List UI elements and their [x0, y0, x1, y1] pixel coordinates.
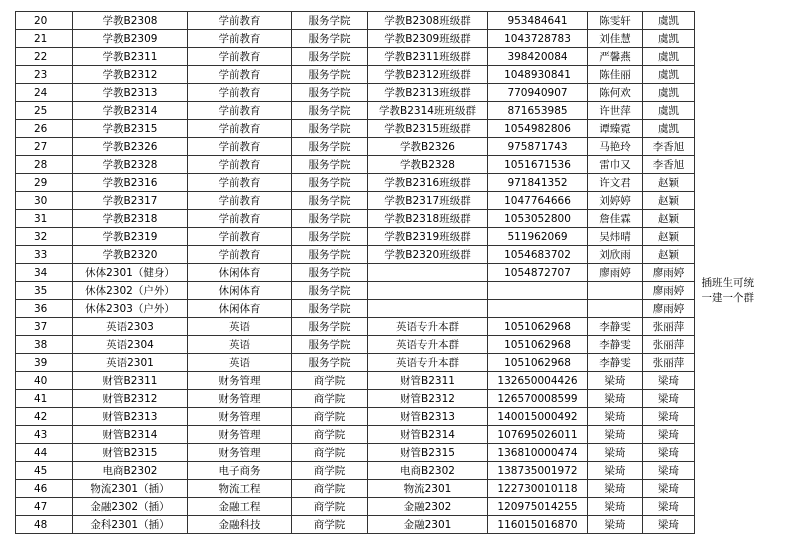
cell-major: 学前教育	[188, 48, 292, 66]
empty-cell	[695, 390, 761, 408]
table-row	[16, 336, 761, 354]
cell-college: 服务学院	[292, 174, 368, 192]
cell-contact-student: 詹佳霖	[588, 210, 643, 228]
cell-row-number: 31	[16, 210, 73, 228]
cell-major: 财务管理	[188, 372, 292, 390]
cell-class-name: 学教B2318	[73, 210, 188, 228]
table-row	[16, 246, 761, 264]
cell-contact-student: 刘婷婷	[588, 192, 643, 210]
cell-contact-student: 马艳玲	[588, 138, 643, 156]
cell-college: 服务学院	[292, 282, 368, 300]
empty-cell	[695, 336, 761, 354]
cell-row-number: 29	[16, 174, 73, 192]
cell-group-name: 物流2301	[368, 480, 488, 498]
cell-major: 财务管理	[188, 426, 292, 444]
cell-class-name: 金科2301（插）	[73, 516, 188, 534]
cell-major: 学前教育	[188, 102, 292, 120]
cell-row-number: 44	[16, 444, 73, 462]
cell-row-number: 30	[16, 192, 73, 210]
empty-cell	[695, 372, 761, 390]
cell-college: 服务学院	[292, 192, 368, 210]
cell-college: 商学院	[292, 426, 368, 444]
cell-class-name: 学教B2312	[73, 66, 188, 84]
cell-college: 服务学院	[292, 300, 368, 318]
cell-major: 电子商务	[188, 462, 292, 480]
cell-group-name: 财管B2313	[368, 408, 488, 426]
cell-class-name: 英语2303	[73, 318, 188, 336]
cell-teacher: 张丽萍	[643, 318, 695, 336]
table-row	[16, 120, 761, 138]
cell-class-name: 学教B2320	[73, 246, 188, 264]
cell-class-name: 金融2302（插）	[73, 498, 188, 516]
cell-class-name: 物流2301（插）	[73, 480, 188, 498]
cell-contact-student: 梁琦	[588, 372, 643, 390]
cell-group-name: 学教B2326	[368, 138, 488, 156]
table-row	[16, 264, 761, 282]
cell-college: 商学院	[292, 390, 368, 408]
cell-class-name: 学教B2313	[73, 84, 188, 102]
cell-row-number: 48	[16, 516, 73, 534]
cell-group-name: 财管B2311	[368, 372, 488, 390]
cell-contact-student: 梁琦	[588, 462, 643, 480]
cell-row-number: 28	[16, 156, 73, 174]
cell-major: 金融工程	[188, 498, 292, 516]
cell-group-name: 学教B2315班级群	[368, 120, 488, 138]
table-row	[16, 66, 761, 84]
cell-college: 商学院	[292, 498, 368, 516]
cell-group-number: 1047764666	[488, 192, 588, 210]
cell-contact-student: 刘佳慧	[588, 30, 643, 48]
empty-cell	[695, 174, 761, 192]
cell-group-name: 学教B2320班级群	[368, 246, 488, 264]
cell-group-name: 学教B2328	[368, 156, 488, 174]
cell-teacher: 梁琦	[643, 426, 695, 444]
cell-group-name: 学教B2317班级群	[368, 192, 488, 210]
cell-group-name: 财管B2315	[368, 444, 488, 462]
cell-college: 服务学院	[292, 264, 368, 282]
empty-cell	[695, 156, 761, 174]
cell-group-number	[488, 300, 588, 318]
cell-major: 学前教育	[188, 12, 292, 30]
empty-cell	[695, 102, 761, 120]
empty-cell	[695, 444, 761, 462]
cell-major: 休闲体育	[188, 282, 292, 300]
cell-group-number: 138735001972	[488, 462, 588, 480]
cell-class-name: 休体2301（健身）	[73, 264, 188, 282]
cell-row-number: 25	[16, 102, 73, 120]
table-row	[16, 390, 761, 408]
cell-college: 服务学院	[292, 30, 368, 48]
cell-contact-student: 许世萍	[588, 102, 643, 120]
table-row	[16, 84, 761, 102]
cell-major: 学前教育	[188, 192, 292, 210]
table-row	[16, 480, 761, 498]
cell-contact-student: 李静雯	[588, 354, 643, 372]
empty-cell	[695, 426, 761, 444]
table-row	[16, 138, 761, 156]
cell-row-number: 47	[16, 498, 73, 516]
cell-group-name: 学教B2308班级群	[368, 12, 488, 30]
cell-college: 服务学院	[292, 138, 368, 156]
cell-contact-student: 陈雯轩	[588, 12, 643, 30]
cell-college: 服务学院	[292, 336, 368, 354]
cell-college: 服务学院	[292, 210, 368, 228]
cell-major: 学前教育	[188, 156, 292, 174]
cell-class-name: 学教B2316	[73, 174, 188, 192]
cell-teacher: 梁琦	[643, 498, 695, 516]
cell-teacher: 梁琦	[643, 462, 695, 480]
cell-group-number: 1051671536	[488, 156, 588, 174]
cell-contact-student: 梁琦	[588, 426, 643, 444]
table-body	[16, 12, 761, 534]
cell-class-name: 学教B2309	[73, 30, 188, 48]
cell-group-name: 英语专升本群	[368, 336, 488, 354]
empty-cell	[695, 30, 761, 48]
cell-class-name: 财管B2315	[73, 444, 188, 462]
cell-class-name: 英语2304	[73, 336, 188, 354]
cell-class-name: 学教B2317	[73, 192, 188, 210]
cell-teacher: 张丽萍	[643, 354, 695, 372]
cell-college: 商学院	[292, 462, 368, 480]
cell-group-name: 英语专升本群	[368, 318, 488, 336]
cell-teacher: 梁琦	[643, 390, 695, 408]
cell-college: 商学院	[292, 516, 368, 534]
table-row	[16, 516, 761, 534]
table-row	[16, 174, 761, 192]
cell-group-number: 1048930841	[488, 66, 588, 84]
cell-class-name: 学教B2311	[73, 48, 188, 66]
empty-cell	[695, 120, 761, 138]
cell-group-number: 1051062968	[488, 318, 588, 336]
cell-major: 学前教育	[188, 30, 292, 48]
cell-major: 财务管理	[188, 444, 292, 462]
cell-major: 英语	[188, 354, 292, 372]
cell-class-name: 学教B2315	[73, 120, 188, 138]
class-group-table	[15, 11, 761, 534]
cell-group-name: 学教B2309班级群	[368, 30, 488, 48]
cell-row-number: 45	[16, 462, 73, 480]
cell-teacher: 梁琦	[643, 408, 695, 426]
cell-row-number: 35	[16, 282, 73, 300]
cell-group-number: 1054982806	[488, 120, 588, 138]
cell-teacher: 梁琦	[643, 372, 695, 390]
cell-teacher: 虞凯	[643, 102, 695, 120]
cell-teacher: 虞凯	[643, 48, 695, 66]
cell-teacher: 虞凯	[643, 120, 695, 138]
empty-cell	[695, 12, 761, 30]
cell-group-name: 金融2301	[368, 516, 488, 534]
cell-group-name: 学教B2313班级群	[368, 84, 488, 102]
cell-college: 服务学院	[292, 12, 368, 30]
cell-class-name: 电商B2302	[73, 462, 188, 480]
cell-group-number: 107695026011	[488, 426, 588, 444]
table-row	[16, 372, 761, 390]
cell-college: 服务学院	[292, 102, 368, 120]
cell-teacher: 廖雨婷	[643, 264, 695, 282]
cell-class-name: 休体2303（户外）	[73, 300, 188, 318]
cell-contact-student: 梁琦	[588, 516, 643, 534]
cell-teacher: 廖雨婷	[643, 282, 695, 300]
cell-class-name: 学教B2326	[73, 138, 188, 156]
cell-contact-student: 陈佳丽	[588, 66, 643, 84]
cell-group-number: 136810000474	[488, 444, 588, 462]
cell-group-number: 953484641	[488, 12, 588, 30]
cell-teacher: 虞凯	[643, 30, 695, 48]
table-row	[16, 282, 761, 300]
cell-teacher: 廖雨婷	[643, 300, 695, 318]
cell-row-number: 32	[16, 228, 73, 246]
cell-major: 学前教育	[188, 84, 292, 102]
empty-cell	[695, 210, 761, 228]
cell-class-name: 学教B2319	[73, 228, 188, 246]
cell-contact-student: 梁琦	[588, 498, 643, 516]
empty-cell	[695, 480, 761, 498]
cell-row-number: 20	[16, 12, 73, 30]
table-row	[16, 228, 761, 246]
cell-teacher: 李香旭	[643, 138, 695, 156]
cell-group-number: 1051062968	[488, 336, 588, 354]
cell-row-number: 36	[16, 300, 73, 318]
cell-major: 学前教育	[188, 228, 292, 246]
cell-teacher: 李香旭	[643, 156, 695, 174]
cell-college: 服务学院	[292, 354, 368, 372]
cell-group-number: 132650004426	[488, 372, 588, 390]
cell-college: 服务学院	[292, 84, 368, 102]
cell-group-number: 511962069	[488, 228, 588, 246]
cell-group-number	[488, 282, 588, 300]
cell-group-number: 971841352	[488, 174, 588, 192]
cell-college: 商学院	[292, 372, 368, 390]
cell-class-name: 学教B2308	[73, 12, 188, 30]
cell-teacher: 张丽萍	[643, 336, 695, 354]
cell-major: 物流工程	[188, 480, 292, 498]
cell-group-name: 学教B2316班级群	[368, 174, 488, 192]
cell-major: 英语	[188, 318, 292, 336]
cell-contact-student	[588, 300, 643, 318]
table-row	[16, 498, 761, 516]
cell-group-name: 电商B2302	[368, 462, 488, 480]
cell-contact-student: 陈何欢	[588, 84, 643, 102]
cell-group-name: 财管B2312	[368, 390, 488, 408]
cell-group-name: 学教B2314班班级群	[368, 102, 488, 120]
cell-group-name: 学教B2319班级群	[368, 228, 488, 246]
cell-major: 休闲体育	[188, 264, 292, 282]
cell-college: 商学院	[292, 480, 368, 498]
cell-group-number: 120975014255	[488, 498, 588, 516]
cell-major: 财务管理	[188, 390, 292, 408]
cell-group-name: 学教B2312班级群	[368, 66, 488, 84]
cell-group-number: 1054872707	[488, 264, 588, 282]
cell-row-number: 33	[16, 246, 73, 264]
cell-major: 学前教育	[188, 120, 292, 138]
cell-class-name: 学教B2328	[73, 156, 188, 174]
cell-group-name: 学教B2318班级群	[368, 210, 488, 228]
cell-teacher: 梁琦	[643, 516, 695, 534]
cell-class-name: 财管B2311	[73, 372, 188, 390]
cell-contact-student: 吴炜晴	[588, 228, 643, 246]
cell-college: 服务学院	[292, 246, 368, 264]
cell-row-number: 40	[16, 372, 73, 390]
cell-teacher: 赵颖	[643, 192, 695, 210]
cell-group-number: 116015016870	[488, 516, 588, 534]
cell-college: 服务学院	[292, 318, 368, 336]
empty-cell	[695, 48, 761, 66]
cell-major: 学前教育	[188, 246, 292, 264]
empty-cell	[695, 138, 761, 156]
table-row	[16, 426, 761, 444]
cell-row-number: 34	[16, 264, 73, 282]
cell-contact-student: 刘欣雨	[588, 246, 643, 264]
empty-cell	[695, 84, 761, 102]
cell-college: 服务学院	[292, 228, 368, 246]
cell-teacher: 梁琦	[643, 444, 695, 462]
table-row	[16, 12, 761, 30]
cell-contact-student: 李静雯	[588, 318, 643, 336]
cell-college: 服务学院	[292, 120, 368, 138]
insert-student-note: 插班生可统一建一个群	[701, 276, 754, 304]
empty-cell	[695, 354, 761, 372]
cell-row-number: 38	[16, 336, 73, 354]
cell-contact-student: 梁琦	[588, 408, 643, 426]
cell-teacher: 赵颖	[643, 174, 695, 192]
cell-group-number: 122730010118	[488, 480, 588, 498]
cell-group-name	[368, 282, 488, 300]
empty-cell	[695, 192, 761, 210]
cell-group-number: 975871743	[488, 138, 588, 156]
cell-major: 休闲体育	[188, 300, 292, 318]
table-row	[16, 156, 761, 174]
cell-row-number: 22	[16, 48, 73, 66]
empty-cell	[695, 66, 761, 84]
cell-group-number: 1054683702	[488, 246, 588, 264]
cell-major: 金融科技	[188, 516, 292, 534]
table-row	[16, 210, 761, 228]
cell-group-number: 126570008599	[488, 390, 588, 408]
cell-group-number: 1053052800	[488, 210, 588, 228]
cell-teacher: 梁琦	[643, 480, 695, 498]
empty-cell	[695, 408, 761, 426]
cell-teacher: 赵颖	[643, 246, 695, 264]
cell-row-number: 42	[16, 408, 73, 426]
table-row	[16, 192, 761, 210]
cell-row-number: 24	[16, 84, 73, 102]
cell-row-number: 21	[16, 30, 73, 48]
cell-class-name: 财管B2313	[73, 408, 188, 426]
cell-row-number: 39	[16, 354, 73, 372]
cell-row-number: 27	[16, 138, 73, 156]
table-row	[16, 30, 761, 48]
cell-teacher: 虞凯	[643, 84, 695, 102]
cell-contact-student: 梁琦	[588, 390, 643, 408]
cell-teacher: 赵颖	[643, 210, 695, 228]
cell-contact-student: 许文君	[588, 174, 643, 192]
empty-cell	[695, 498, 761, 516]
cell-contact-student: 廖雨婷	[588, 264, 643, 282]
cell-group-name: 英语专升本群	[368, 354, 488, 372]
cell-major: 学前教育	[188, 138, 292, 156]
cell-group-number: 871653985	[488, 102, 588, 120]
empty-cell	[695, 228, 761, 246]
cell-contact-student: 雷巾又	[588, 156, 643, 174]
cell-group-name	[368, 300, 488, 318]
cell-group-name: 财管B2314	[368, 426, 488, 444]
cell-major: 学前教育	[188, 210, 292, 228]
cell-group-name: 金融2302	[368, 498, 488, 516]
table-row	[16, 102, 761, 120]
cell-row-number: 43	[16, 426, 73, 444]
cell-group-name: 学教B2311班级群	[368, 48, 488, 66]
cell-row-number: 26	[16, 120, 73, 138]
cell-class-name: 财管B2312	[73, 390, 188, 408]
cell-row-number: 46	[16, 480, 73, 498]
cell-class-name: 财管B2314	[73, 426, 188, 444]
empty-cell	[695, 246, 761, 264]
cell-major: 学前教育	[188, 174, 292, 192]
cell-row-number: 41	[16, 390, 73, 408]
empty-cell	[695, 318, 761, 336]
cell-teacher: 虞凯	[643, 66, 695, 84]
cell-class-name: 休体2302（户外）	[73, 282, 188, 300]
cell-contact-student: 梁琦	[588, 444, 643, 462]
cell-college: 商学院	[292, 444, 368, 462]
cell-class-name: 英语2301	[73, 354, 188, 372]
cell-group-number: 1043728783	[488, 30, 588, 48]
cell-teacher: 赵颖	[643, 228, 695, 246]
cell-group-number: 770940907	[488, 84, 588, 102]
cell-group-number: 140015000492	[488, 408, 588, 426]
table-row	[16, 318, 761, 336]
table-row	[16, 48, 761, 66]
empty-cell	[695, 516, 761, 534]
cell-contact-student: 梁琦	[588, 480, 643, 498]
cell-contact-student: 谭臻霓	[588, 120, 643, 138]
cell-teacher: 虞凯	[643, 12, 695, 30]
table-row	[16, 408, 761, 426]
cell-major: 英语	[188, 336, 292, 354]
cell-group-number: 398420084	[488, 48, 588, 66]
cell-college: 服务学院	[292, 156, 368, 174]
table-row	[16, 300, 761, 318]
cell-group-number: 1051062968	[488, 354, 588, 372]
cell-college: 服务学院	[292, 66, 368, 84]
cell-major: 学前教育	[188, 66, 292, 84]
table-row	[16, 354, 761, 372]
cell-row-number: 23	[16, 66, 73, 84]
cell-major: 财务管理	[188, 408, 292, 426]
cell-row-number: 37	[16, 318, 73, 336]
cell-contact-student: 严馨燕	[588, 48, 643, 66]
cell-contact-student	[588, 282, 643, 300]
table-row	[16, 444, 761, 462]
cell-contact-student: 李静雯	[588, 336, 643, 354]
cell-college: 商学院	[292, 408, 368, 426]
cell-college: 服务学院	[292, 48, 368, 66]
cell-group-name	[368, 264, 488, 282]
cell-class-name: 学教B2314	[73, 102, 188, 120]
